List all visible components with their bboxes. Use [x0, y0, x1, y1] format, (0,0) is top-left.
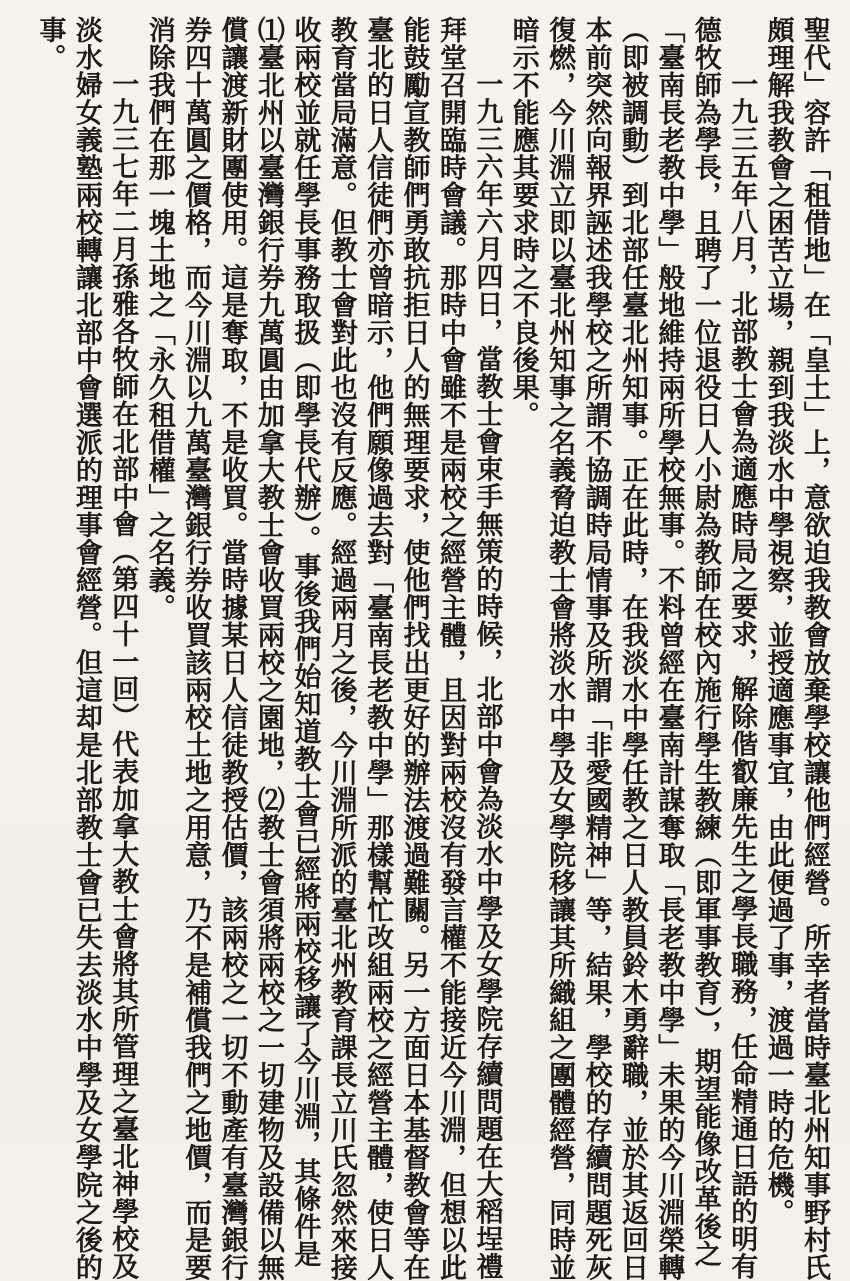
text-column-18: 券四十萬圓之價格，而今川淵以九萬臺灣銀行券收買該兩校土地之用意，乃不是補償我們之地價，而是要 [180, 16, 212, 1281]
text-column-17: 償讓渡新財團使用。這是奪取，不是收買。當時據某日人信徒教授估價，該兩校之一切不動產有臺灣銀行 [216, 16, 248, 1281]
text-column-3: 一九三五年八月，北部教士會為適應時局之要求，解除偕叡廉先生之學長職務，任命精通日語的明有 [726, 70, 758, 1280]
text-column-1: 聖代」容許「租借地」在「皇土」上，意欲迫我教會放棄學校讓他們經營。所幸者當時臺北州知事野村氏 [799, 16, 830, 1281]
text-column-14: 教育當局滿意。但教士會對此也沒有反應。經過兩月之後，今川淵所派的臺北州教育課長立川氏忽然來接 [325, 16, 357, 1281]
text-column-22: 事。 [34, 16, 66, 71]
text-column-20: 一九三七年二月孫雅各牧師在北部中會（第四十一回）代表加拿大教士會將其所管理之臺北神學校及 [107, 70, 139, 1280]
vertical-text-body [2, 16, 832, 1281]
text-column-2: 頗理解我教會之困苦立場，親到我淡水中學視察，並授適應事宜，由此便過了事，渡過一時的危機。 [762, 16, 794, 1226]
text-column-11: 拜堂召開臨時會議。那時中會雖不是兩校之經營主體，且因對兩校沒有發言權不能接近今川淵，但想以此 [434, 16, 466, 1281]
text-column-15: 收兩校並就任學長事務取扱（即學長代辦）。事後我們始知道教士會已經將兩校移讓了今川淵，其條件是 [289, 16, 321, 1268]
text-column-19: 消除我們在那一塊土地之「永久租借權」之名義。 [143, 16, 175, 621]
text-column-7: 本前突然向報界誣述我學校之所謂不協調時局情事及所謂「非愛國精神」等，結果，學校的存續問題死灰 [580, 16, 612, 1281]
text-column-6: （即被調動）到北部任臺北州知事。正在此時，在我淡水中學任教之日人教員鈴木勇辭職，並於其返回日 [616, 16, 648, 1281]
text-column-4: 德牧師為學長，且聘了一位退役日人小尉為教師在校內施行學生教練（即軍事教育），期望能像改革後之 [689, 16, 721, 1268]
text-column-21: 淡水婦女義塾兩校轉讓北部中會選派的理事會經營。但這却是北部教士會已失去淡水中學及女學院之後的 [70, 16, 102, 1281]
text-column-10: 一九三六年六月四日，當教士會束手無策的時候，北部中會為淡水中學及女學院存續問題在大稻埕禮 [471, 70, 503, 1280]
text-column-5: 「臺南長老教中學」般地維持兩所學校無事。不料曾經在臺南計謀奪取「長老教中學」未果的今川淵榮轉 [653, 16, 685, 1281]
text-column-12: 能鼓勵宣教師們勇敢抗拒日人的無理要求，使他們找出更好的辦法渡過難關。另一方面日本基督教會等在 [398, 16, 430, 1281]
text-column-9: 暗示不能應其要求時之不良後果。 [507, 16, 539, 429]
text-column-13: 臺北的日人信徒們亦曾暗示，他們願像過去對「臺南長老教中學」那樣幫忙改組兩校之經營主體，使日人 [362, 16, 394, 1281]
text-column-16: ⑴臺北州以臺灣銀行券九萬圓由加拿大教士會收買兩校之園地，⑵教士會須將兩校之一切建物及設備以無 [252, 16, 284, 1281]
text-column-8: 復燃，今川淵立即以臺北州知事之名義脅迫教士會將淡水中學及女學院移讓其所織組之團體經營，同時並 [544, 16, 576, 1281]
